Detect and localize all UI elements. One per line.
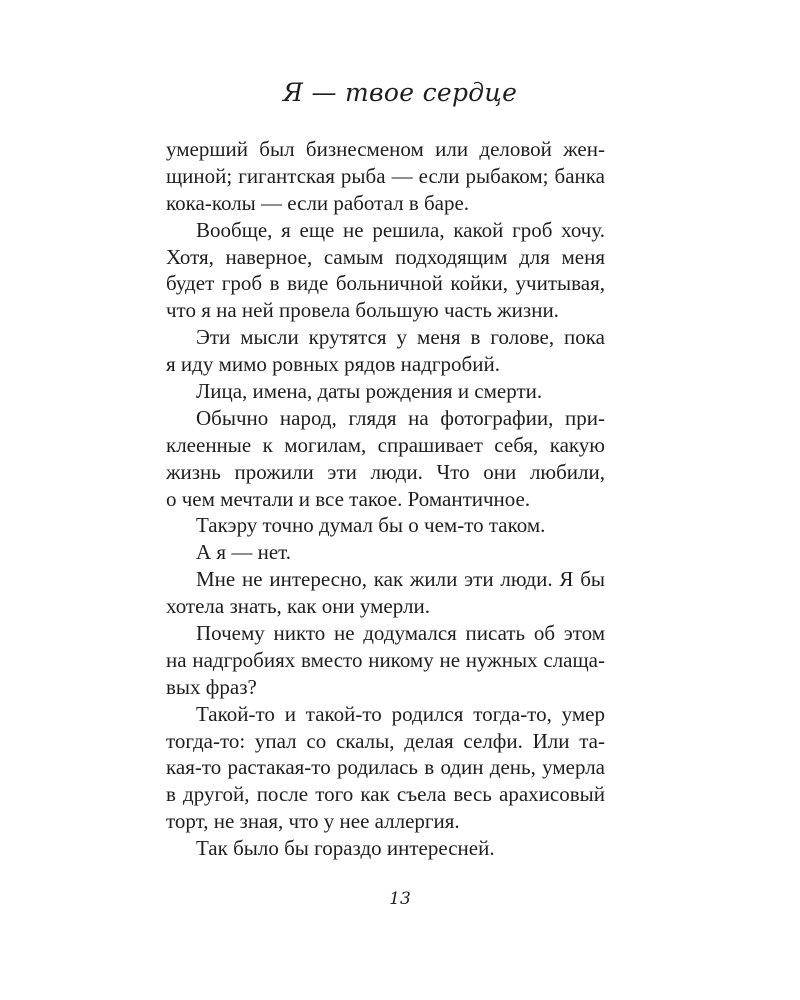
text-line: о чем мечтали и все такое. Романтичное. [166, 486, 531, 511]
text-line: Хотя, наверное, самым подходящим для меня [166, 244, 605, 269]
running-title: Я — твое сердце [282, 78, 518, 107]
text-line: на надгробиях вместо никому не нужных слаща- [166, 647, 605, 672]
text-line: Мне не интересно, как жили эти люди. Я бы [196, 567, 605, 592]
text-line: Так было бы гораздо интересней. [196, 836, 495, 861]
text-line: Такэру точно думал бы о чем-то таком. [196, 513, 546, 538]
text-line: тогда-то: упал со скалы, делая селфи. Или та- [166, 728, 605, 753]
text-line: я иду мимо ровных рядов надгробий. [166, 352, 500, 377]
text-line: щиной; гигантская рыба — если рыбаком; банка [166, 163, 605, 188]
text-line: Почему никто не додумался писать об этом [196, 621, 605, 646]
text-line: кая-то растакая-то родилась в один день, умерла [166, 755, 605, 780]
text-line: вых фраз? [166, 674, 257, 699]
text-line: Обычно народ, глядя на фотографии, при- [196, 405, 605, 430]
body-text [166, 136, 605, 862]
text-line: умерший был бизнесменом или деловой жен- [166, 137, 605, 161]
text-line: А я — нет. [196, 540, 291, 565]
text-line: хотела знать, как они умерли. [166, 594, 430, 619]
text-line: что я на ней провела большую часть жизни. [166, 298, 559, 323]
text-line: Такой-то и такой-то родился тогда-то, умер [196, 701, 605, 726]
text-line: Эти мысли крутятся у меня в голове, пока [196, 325, 605, 350]
text-line: кока-колы — если работал в баре. [166, 190, 470, 215]
text-line: жизнь прожили эти люди. Что они любили, [166, 459, 605, 484]
page-number: 13 [389, 889, 411, 909]
text-line: Вообще, я еще не решила, какой гроб хочу. [196, 217, 605, 242]
text-line: клеенные к могилам, спрашивает себя, какую [166, 432, 605, 457]
text-line: Лица, имена, даты рождения и смерти. [196, 379, 543, 404]
text-line: в другой, после того как съела весь арахисовый [166, 782, 605, 807]
text-line: будет гроб в виде больничной койки, учитывая, [166, 271, 605, 296]
text-line: торт, не зная, что у нее аллергия. [166, 809, 460, 834]
